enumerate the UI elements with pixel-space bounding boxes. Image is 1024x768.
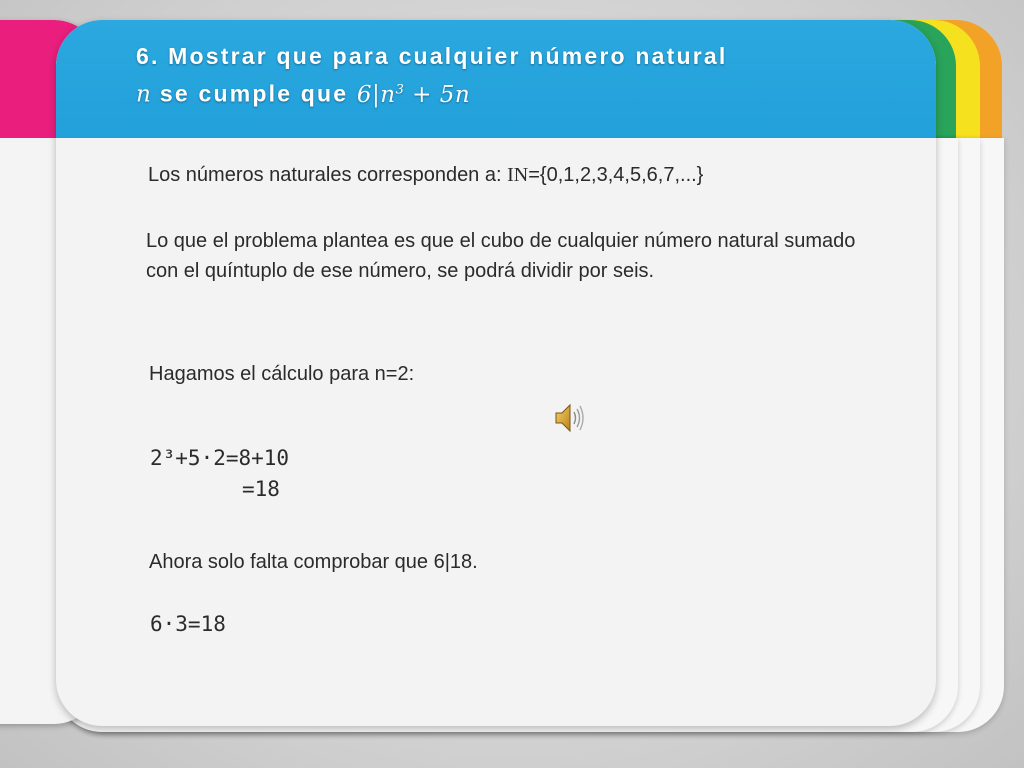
title-variable: n — [136, 81, 152, 108]
formula-left: 6|n — [356, 81, 396, 108]
formula-right: + 5n — [404, 81, 471, 108]
naturals-line — [148, 160, 703, 190]
calc-line-1: 2³+5·2=8+10 — [150, 446, 290, 470]
naturals-prefix: Los números naturales corresponden a: — [148, 164, 508, 186]
problem-statement: Lo que el problema plantea es que el cubo de cualquier número natural sumado con el quíntuplo de ese número, se podrá dividir por seis. — [146, 230, 856, 282]
speaker-icon[interactable] — [553, 402, 587, 434]
calc-line-2: =18 — [242, 477, 280, 501]
naturals-set: ={0,1,2,3,4,5,6,7,...} — [528, 164, 704, 186]
formula-exponent: 3 — [395, 82, 405, 97]
title-formula — [357, 82, 470, 108]
check-line: 6·3=18 — [150, 612, 226, 636]
title-line-1: 6. Mostrar que para cualquier número natural — [136, 43, 728, 69]
title-line-2 — [136, 73, 916, 112]
calc-intro: Hagamos el cálculo para n=2: — [149, 363, 415, 385]
slide-title — [136, 40, 916, 112]
check-intro: Ahora solo falta comprobar que 6|18. — [149, 551, 478, 573]
title-line-2-text: se cumple que — [151, 80, 357, 107]
naturals-symbol: IN — [507, 164, 529, 186]
